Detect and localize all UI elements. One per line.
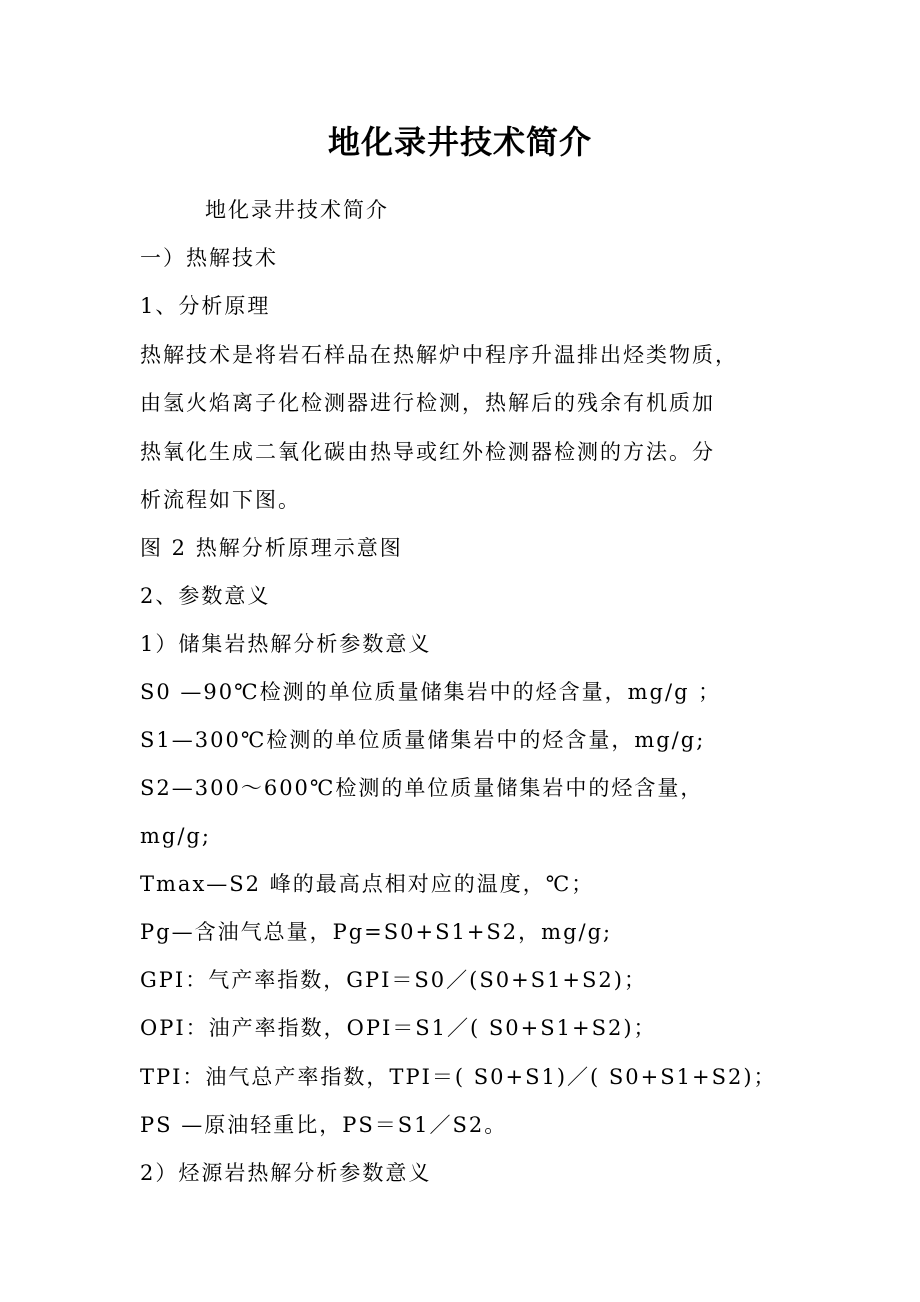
parameter-line: S2—300～600℃检测的单位质量储集岩中的烃含量， (140, 776, 704, 800)
subsection-heading-principle: 1、分析原理 (140, 294, 271, 318)
parameter-line: TPI：油气总产率指数，TPI＝( S0+S1)／( S0+S1+S2)； (140, 1065, 777, 1089)
sub-subsection-heading-reservoir: 1）储集岩热解分析参数意义 (140, 632, 432, 656)
paragraph-line: 热解技术是将岩石样品在热解炉中程序升温排出烃类物质， (140, 343, 738, 367)
paragraph-line: 由氢火焰离子化检测器进行检测，热解后的残余有机质加 (140, 391, 715, 415)
parameter-line: Pg—含油气总量，Pg=S0+S1+S2，mg/g; (140, 920, 613, 944)
parameter-line: PS —原油轻重比，PS＝S1／S2。 (140, 1113, 508, 1137)
parameter-line: Tmax—S2 峰的最高点相对应的温度，℃； (140, 872, 595, 896)
section-heading-pyrolysis: 一）热解技术 (140, 246, 278, 270)
document-title: 地化录井技术简介 (327, 123, 592, 161)
parameter-line: S0 —90℃检测的单位质量储集岩中的烃含量，mg/g ； (140, 680, 722, 704)
paragraph-line: 析流程如下图。 (140, 488, 301, 512)
document-subtitle: 地化录井技术简介 (205, 198, 389, 222)
parameter-line: mg/g; (140, 824, 211, 848)
parameter-line: S1—300℃检测的单位质量储集岩中的烃含量，mg/g; (140, 728, 706, 752)
paragraph-line: 热氧化生成二氧化碳由热导或红外检测器检测的方法。分 (140, 440, 715, 464)
parameter-line: GPI：气产率指数，GPI＝S0／(S0+S1+S2)； (140, 968, 647, 992)
figure-caption: 图 2 热解分析原理示意图 (140, 536, 403, 560)
parameter-line: OPI：油产率指数，OPI＝S1／( S0+S1+S2)； (140, 1016, 657, 1040)
sub-subsection-heading-source-rock: 2）烃源岩热解分析参数意义 (140, 1161, 432, 1185)
subsection-heading-parameters: 2、参数意义 (140, 584, 271, 608)
